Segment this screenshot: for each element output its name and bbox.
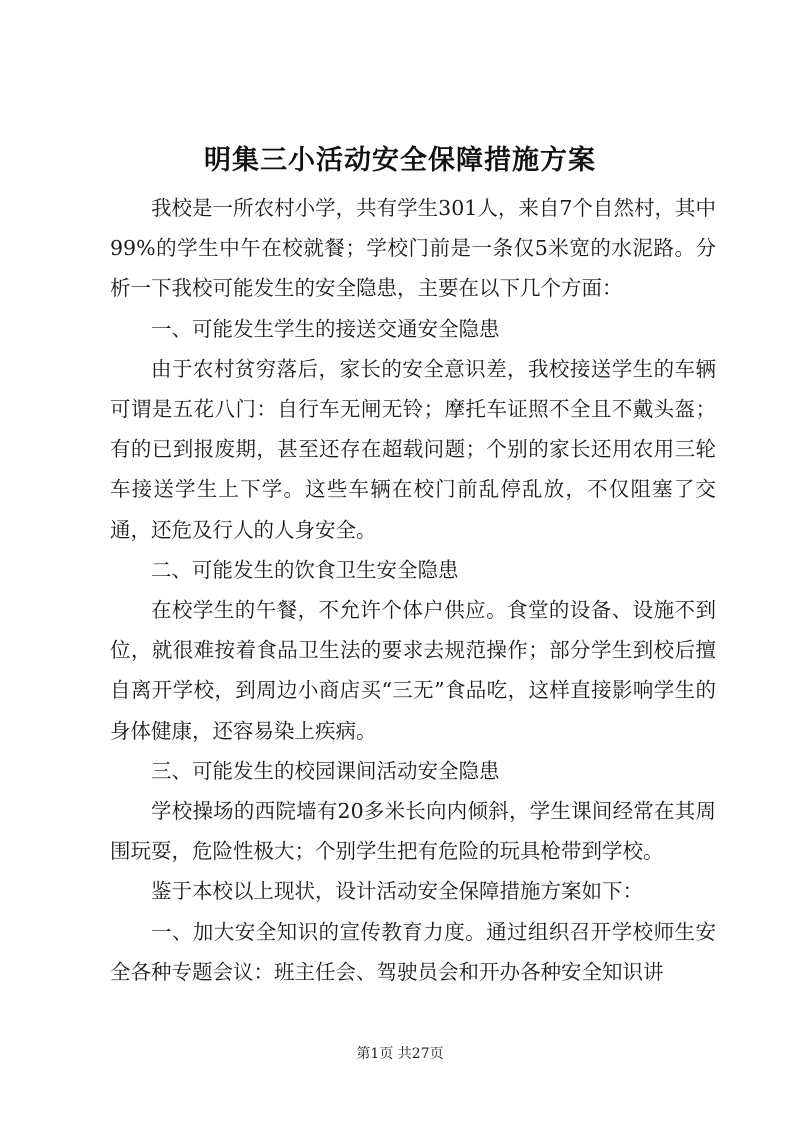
paragraph: 一、加大安全知识的宣传教育力度。通过组织召开学校师生安全各种专题会议：班主任会、驾驶员会和开办各种安全知识讲 xyxy=(110,919,716,984)
paragraph: 鉴于本校以上现状，设计活动安全保障措施方案如下： xyxy=(151,879,643,904)
paragraph: 由于农村贫穷落后，家长的安全意识差，我校接送学生的车辆可谓是五花八门：自行车无闸无铃；摩托车证照不全且不戴头盔；有的已到报废期，甚至还存在超载问题；个别的家长还用农用三轮车接送学生上下学。这些车辆在校门前乱停乱放，不仅阻塞了交通，还危及行人的人身安全。 xyxy=(110,356,716,542)
document-title: 明集三小活动安全保障措施方案 xyxy=(204,145,596,176)
section-heading: 一、可能发生学生的接送交通安全隐患 xyxy=(151,316,500,341)
document-body xyxy=(110,188,716,992)
section-heading: 三、可能发生的校园课间活动安全隐患 xyxy=(151,758,500,783)
paragraph: 在校学生的午餐，不允许个体户供应。食堂的设备、设施不到位，就很难按着食品卫生法的要求去规范操作；部分学生到校后擅自离开学校，到周边小商店买“三无”食品吃，这样直接影响学生的身体健康，还容易染上疾病。 xyxy=(110,598,716,743)
section-heading: 二、可能发生的饮食卫生安全隐患 xyxy=(151,557,459,582)
page-number-footer: 第1页 共27页 xyxy=(356,1046,444,1062)
paragraph: 我校是一所农村小学，共有学生301人，来自7个自然村，其中99%的学生中午在校就餐；学校门前是一条仅5米宽的水泥路。分析一下我校可能发生的安全隐患，主要在以下几个方面： xyxy=(110,196,716,301)
paragraph: 学校操场的西院墙有20多米长向内倾斜，学生课间经常在其周围玩耍，危险性极大；个别学生把有危险的玩具枪带到学校。 xyxy=(110,799,716,864)
